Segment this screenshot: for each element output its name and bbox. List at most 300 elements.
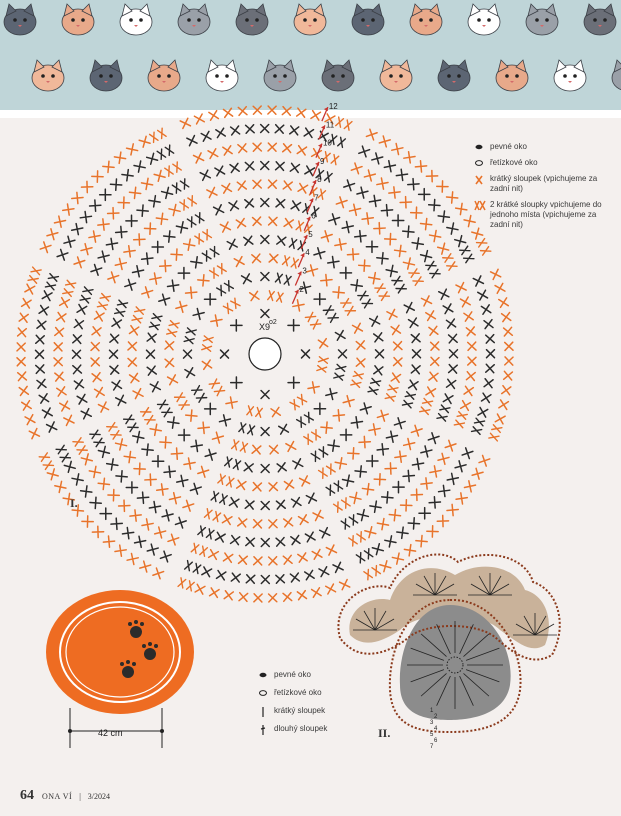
stitch-mark [386, 431, 397, 442]
stitch-mark [134, 234, 145, 245]
stitch-mark [47, 469, 58, 480]
stitch-mark [379, 136, 390, 147]
stitch-mark [162, 510, 173, 521]
stitch-mark [142, 519, 153, 530]
stitch-mark [495, 283, 505, 293]
stitch-mark [284, 518, 293, 527]
stitch-mark [150, 273, 161, 284]
stitch-mark [319, 567, 329, 577]
cat-icon [294, 4, 326, 35]
stitch-mark [18, 328, 27, 337]
stitch-mark [234, 257, 244, 267]
stitch-mark [312, 549, 322, 559]
stitch-mark [55, 327, 64, 336]
stitch-mark [114, 152, 125, 163]
increase-mark [268, 291, 283, 302]
stitch-mark [298, 515, 308, 525]
stitch-mark [421, 296, 431, 306]
stitch-mark [130, 510, 141, 521]
kratky-sloupek-icon [258, 706, 270, 718]
increase-mark [225, 457, 241, 470]
increase-mark [334, 498, 351, 512]
stitch-mark [74, 257, 85, 268]
stitch-mark [216, 570, 225, 579]
stitch-mark [403, 226, 414, 237]
increase-mark [204, 509, 220, 522]
stitch-mark [377, 519, 388, 530]
stitch-mark [168, 534, 179, 545]
stitch-mark [298, 553, 307, 562]
stitch-mark [150, 382, 160, 392]
cat-icon [584, 4, 616, 35]
stitch-mark [499, 298, 509, 308]
stitch-mark [128, 358, 136, 366]
stitch-mark [210, 588, 219, 597]
stitch-mark [370, 316, 380, 326]
stitch-mark [238, 518, 247, 527]
stitch-mark [169, 205, 180, 216]
stitch-mark [55, 372, 64, 381]
stitch-mark [395, 245, 406, 256]
plate-outer [46, 590, 194, 714]
increase-mark [341, 515, 358, 529]
increase-mark [290, 394, 307, 409]
stitch-mark [313, 510, 323, 520]
increase-mark [323, 306, 338, 323]
stitch-mark [211, 315, 222, 326]
stitch-mark [505, 342, 513, 350]
stitch-mark [449, 350, 457, 358]
stitch-mark [165, 358, 174, 367]
stitch-mark [116, 226, 127, 237]
cat-icon [612, 60, 621, 91]
stitch-mark [116, 471, 127, 482]
stitch-mark [429, 497, 440, 508]
stitch-mark [359, 260, 370, 271]
stitch-mark [300, 476, 310, 486]
stitch-mark [202, 567, 212, 577]
stitch-mark [145, 474, 156, 485]
stitch-mark [269, 557, 277, 565]
stitch-mark [412, 350, 420, 358]
stitch-mark [244, 463, 253, 472]
stitch-mark [321, 231, 332, 242]
stitch-mark [333, 287, 344, 298]
stitch-mark [443, 394, 453, 404]
stitch-mark [72, 474, 83, 485]
stitch-mark [340, 429, 351, 440]
stitch-mark [245, 199, 254, 208]
stitch-mark [447, 473, 458, 484]
stitch-mark [77, 304, 87, 314]
stitch-mark [351, 280, 362, 291]
stitch-mark [178, 429, 189, 440]
stitch-mark [305, 532, 315, 542]
stitch-mark [115, 545, 126, 556]
stitch-mark [137, 492, 148, 503]
increase-mark [202, 247, 219, 262]
row-number: 2 [299, 284, 304, 294]
stitch-mark [103, 536, 114, 547]
stitch-mark [82, 516, 93, 527]
stitch-mark [142, 444, 153, 455]
stitch-mark [246, 125, 255, 134]
stitch-mark [462, 448, 473, 459]
increase-mark [323, 152, 339, 165]
stitch-mark [481, 393, 490, 402]
increase-mark [184, 328, 196, 344]
stitch-mark [160, 437, 171, 448]
stitch-mark [443, 304, 453, 314]
stitch-mark [439, 485, 450, 496]
cat-icon [468, 4, 500, 35]
stitch-mark [336, 197, 347, 208]
stitch-mark [359, 436, 370, 447]
stitch-mark [269, 483, 277, 491]
increase-mark [336, 117, 352, 130]
stitch-mark [439, 289, 449, 299]
stitch-mark [25, 284, 35, 294]
stitch-mark [261, 464, 269, 472]
stitch-mark [116, 439, 127, 450]
stitch-mark [421, 478, 432, 489]
stitch-mark [198, 275, 209, 286]
stitch-mark [377, 444, 388, 455]
stitch-mark [394, 418, 405, 429]
stitch-mark [400, 197, 411, 208]
stitch-mark [17, 358, 25, 366]
stitch-mark [216, 128, 225, 137]
stitch-mark [357, 187, 368, 198]
stitch-mark [254, 557, 262, 565]
stitch-mark [47, 422, 57, 432]
stitch-mark [110, 365, 119, 374]
pevne-oko-icon [258, 670, 270, 680]
stitch-mark [486, 364, 494, 372]
row-number: 12 [328, 102, 338, 112]
stitch-mark [245, 500, 254, 509]
start-label-o: o2 [269, 319, 277, 326]
stitch-mark [116, 395, 126, 405]
stitch-mark [293, 300, 304, 311]
stitch-mark [109, 350, 117, 358]
increase-mark [141, 408, 155, 425]
stitch-mark [95, 387, 105, 397]
stitch-mark [162, 187, 173, 198]
stitch-mark [91, 264, 102, 275]
stitch-mark [214, 205, 224, 215]
retizkove-oko-icon [258, 688, 270, 698]
stitch-mark [142, 253, 153, 264]
stitch-mark [98, 219, 109, 230]
stitch-mark [408, 318, 417, 327]
stitch-mark [77, 394, 87, 404]
stitch-mark [22, 299, 31, 308]
stitch-mark [229, 201, 238, 210]
stitch-mark [292, 497, 301, 506]
stitch-mark [307, 265, 318, 276]
stitch-mark [447, 223, 458, 234]
cat-illustrations [0, 0, 621, 110]
cat-icon [90, 60, 122, 91]
stitch-mark [198, 422, 209, 433]
row-number: 1 [430, 708, 434, 714]
increase-mark [158, 400, 173, 417]
stitch-mark [472, 468, 483, 479]
stitch-mark [276, 199, 285, 208]
increase-mark [489, 425, 502, 441]
stitch-mark [464, 312, 473, 321]
stitch-mark [47, 229, 58, 240]
stitch-mark [92, 327, 101, 336]
increase-mark [45, 274, 58, 290]
stitch-mark [360, 403, 371, 414]
stitch-mark [89, 231, 100, 242]
stitch-mark [183, 350, 191, 358]
increase-mark [165, 162, 182, 176]
stitch-mark [504, 327, 513, 336]
increase-mark [317, 357, 328, 372]
stitch-mark [261, 272, 269, 280]
cat-icon [380, 60, 412, 91]
stitch-mark [395, 451, 406, 462]
stitch-mark [157, 484, 168, 495]
stitch-mark [22, 401, 32, 411]
stitch-mark [466, 327, 475, 336]
stitch-mark [314, 403, 325, 414]
stitch-mark [333, 410, 344, 421]
stitch-mark [133, 432, 144, 443]
stitch-mark [115, 258, 126, 269]
increase-mark [211, 491, 227, 504]
increase-mark [437, 405, 450, 421]
stitch-mark [411, 425, 422, 436]
stitch-mark [245, 162, 254, 171]
stitch-mark [389, 187, 400, 198]
stitch-mark [329, 214, 340, 225]
stitch-mark [159, 294, 170, 305]
stitch-mark [242, 274, 252, 284]
stitch-mark [486, 350, 494, 358]
stitch-mark [449, 365, 458, 374]
stitch-mark [202, 360, 211, 369]
stitch-mark [226, 397, 237, 408]
stitch-mark [426, 311, 436, 321]
stitch-mark [201, 131, 211, 141]
stitch-mark [357, 510, 368, 521]
stitch-mark [133, 266, 144, 277]
stitch-mark [92, 526, 103, 537]
stitch-mark [269, 445, 278, 454]
stitch-mark [229, 498, 238, 507]
stitch-mark [220, 350, 228, 358]
stitch-mark [261, 198, 269, 206]
stitch-mark [164, 466, 175, 477]
stitch-mark [421, 251, 432, 262]
increase-mark [218, 474, 234, 487]
stitch-mark [411, 334, 420, 343]
legend-diagram-one: pevné oko řetízkové oko krátký sloupek (vpichujeme za zadní nit) 2 krátké sloupky vpichujeme do jednoho místa (vpichujeme za zadní nit) [474, 142, 619, 262]
stitch-mark [57, 387, 66, 396]
stitch-mark [98, 402, 108, 412]
stitch-mark [246, 538, 255, 547]
increase-mark [275, 273, 291, 285]
stitch-mark [231, 126, 240, 135]
stitch-mark [204, 294, 215, 305]
stitch-mark [103, 161, 114, 172]
stitch-mark [98, 251, 109, 262]
increase-mark [351, 371, 363, 387]
stitch-mark [328, 440, 339, 451]
stitch-mark [408, 179, 419, 190]
stitch-mark [54, 216, 65, 227]
increase-mark [149, 314, 162, 330]
cat-icon [554, 60, 586, 91]
stitch-mark [149, 501, 160, 512]
stitch-mark [124, 451, 135, 462]
stitch-mark [175, 517, 186, 528]
stitch-mark [404, 303, 414, 313]
stitch-mark [81, 454, 92, 465]
stitch-mark [176, 301, 187, 312]
stitch-mark [275, 125, 283, 133]
stitch-mark [438, 211, 449, 222]
increase-mark [80, 287, 93, 303]
stitch-mark [304, 128, 313, 137]
increase-mark [209, 379, 224, 396]
stitch-mark [122, 528, 133, 539]
page-footer: 64 ONA VÍ | 3/2024 [20, 788, 111, 803]
increase-mark [56, 445, 70, 462]
increase-mark [39, 453, 53, 470]
stitch-mark [392, 215, 403, 226]
stitch-mark [231, 377, 242, 388]
stitch-mark [403, 470, 414, 481]
stitch-mark [54, 358, 62, 366]
stitch-mark [108, 208, 119, 219]
increase-mark [368, 378, 381, 394]
stitch-mark [118, 197, 129, 208]
stitch-mark [374, 474, 385, 485]
stitch-mark [215, 166, 225, 176]
stitch-mark [60, 401, 70, 411]
stitch-mark [430, 231, 441, 242]
stitch-mark [81, 409, 91, 419]
cat-icon [438, 60, 470, 91]
increase-mark [247, 406, 262, 417]
stitch-mark [431, 342, 439, 350]
stitch-mark [194, 153, 204, 163]
stitch-mark [209, 550, 219, 560]
stitch-mark [456, 203, 467, 214]
stitch-mark [261, 427, 269, 435]
stitch-mark [447, 504, 458, 515]
stitch-mark [372, 153, 383, 164]
stitch-mark [171, 249, 182, 260]
stitch-mark [291, 201, 300, 210]
dlouhy-sloupek-icon [258, 724, 270, 736]
stitch-mark [36, 365, 45, 374]
stitch-mark [29, 429, 39, 439]
stitch-mark [320, 528, 330, 538]
stitch-mark [237, 480, 246, 489]
stitch-mark [284, 218, 293, 227]
stitch-mark [164, 231, 175, 242]
stitch-mark [73, 335, 82, 344]
stitch-mark [125, 279, 136, 290]
stitch-mark [321, 422, 332, 433]
stitch-mark [362, 213, 373, 224]
stitch-mark [335, 239, 346, 250]
stitch-mark [160, 551, 171, 562]
diagram-two-label: II. [378, 726, 391, 740]
stitch-mark [80, 211, 91, 222]
stitch-mark [135, 536, 146, 547]
stitch-mark [98, 446, 109, 457]
increase-mark [443, 254, 457, 271]
stitch-mark [94, 311, 104, 321]
stitch-mark [369, 424, 380, 435]
stitch-mark [122, 170, 133, 181]
stitch-mark [227, 239, 237, 249]
cat-icon [526, 4, 558, 35]
stitch-mark [438, 453, 449, 464]
stitch-mark [261, 501, 269, 509]
stitch-mark [374, 223, 385, 234]
row-number: 3 [430, 720, 434, 726]
increase-mark [311, 447, 328, 462]
increase-mark [358, 291, 373, 308]
retizkove-oko-icon [474, 158, 486, 168]
stitch-mark [412, 238, 423, 249]
stitch-mark [81, 181, 92, 192]
stitch-mark [499, 400, 508, 409]
stitch-mark [318, 339, 327, 348]
stitch-mark [147, 366, 156, 375]
stitch-mark [298, 183, 308, 193]
stitch-mark [351, 163, 362, 174]
stitch-mark [468, 342, 476, 350]
stitch-mark [455, 236, 466, 247]
stitch-mark [208, 149, 218, 159]
stitch-mark [191, 440, 202, 451]
stitch-mark [391, 373, 400, 382]
page-number: 64 [20, 788, 34, 803]
increase-mark [304, 430, 321, 445]
stitch-mark [411, 365, 420, 374]
stitch-mark [147, 544, 158, 555]
stitch-mark [152, 456, 163, 467]
stitch-mark [220, 222, 230, 232]
stitch-mark [486, 335, 495, 344]
stitch-mark [276, 500, 285, 509]
banner-divider [0, 110, 621, 118]
stitch-mark [183, 500, 194, 511]
stitch-mark [437, 181, 448, 192]
stitch-mark [291, 535, 300, 544]
stitch-mark [276, 538, 285, 547]
stitch-mark [100, 508, 111, 519]
stitch-mark [19, 386, 28, 395]
stitch-mark [171, 448, 182, 459]
stitch-mark [222, 184, 232, 194]
increase-mark [385, 385, 398, 401]
stitch-mark [359, 146, 370, 157]
stitch-mark [147, 153, 158, 164]
stitch-mark [253, 217, 261, 225]
stitch-mark [40, 242, 51, 253]
cat-icon [264, 60, 296, 91]
